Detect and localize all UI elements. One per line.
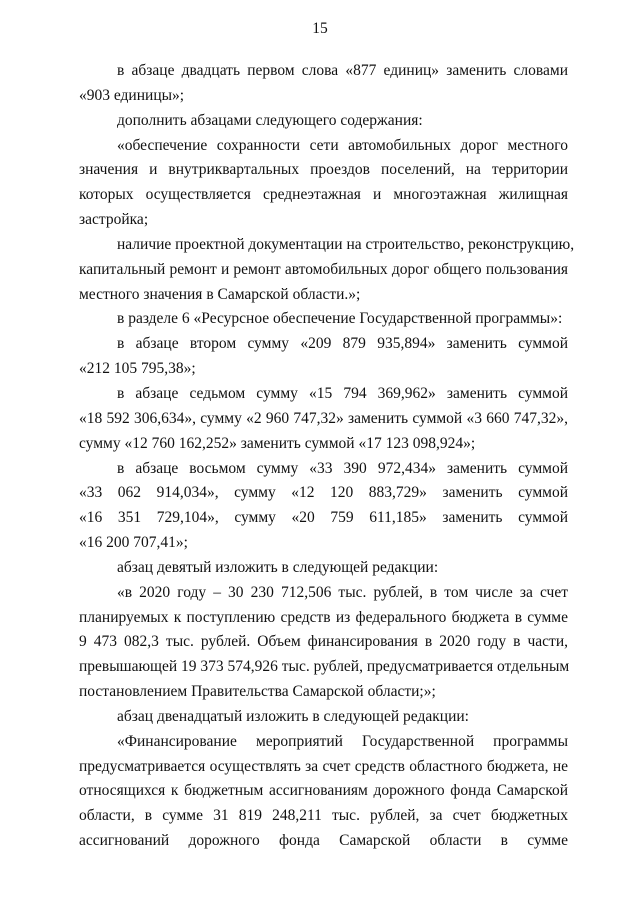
text-line: 9 473 082,3 тыс. рублей. Объем финансирования в 2020 году в части,	[79, 633, 568, 651]
text-line: абзац двенадцатый изложить в следующей редакции:	[117, 707, 469, 725]
text-line: которых осуществляется среднеэтажная и многоэтажная жилищная	[79, 186, 568, 204]
text-line: «в 2020 году – 30 230 712,506 тыс. рублей, в том числе за счет	[117, 583, 568, 601]
text-line: «обеспечение сохранности сети автомобильных дорог местного	[117, 136, 568, 154]
text-line: в абзаце двадцать первом слова «877 единиц» заменить словами	[117, 62, 568, 79]
text-line: «16 351 729,104», сумму «20 759 611,185» заменить суммой	[79, 509, 568, 527]
text-line: капитальный ремонт и ремонт автомобильных дорог общего пользования	[79, 260, 568, 278]
text-line: ассигнований дорожного фонда Самарской области в сумме	[79, 832, 568, 850]
text-line: планируемых к поступлению средств из федерального бюджета в сумме	[79, 608, 568, 626]
text-line: абзац девятый изложить в следующей редакции:	[117, 558, 439, 576]
text-line: относящихся к бюджетным ассигнованиям дорожного фонда Самарской	[79, 782, 568, 800]
text-line: застройка;	[79, 211, 149, 229]
text-line: превышающей 19 373 574,926 тыс. рублей, предусматривается отдельным	[79, 658, 570, 676]
text-line: в абзаце восьмом сумму «33 390 972,434» заменить суммой	[117, 459, 568, 477]
text-line: «903 единицы»;	[79, 86, 185, 104]
text-line: значения и внутриквартальных проездов поселений, на территории	[79, 161, 568, 179]
text-line: в абзаце втором сумму «209 879 935,894» заменить суммой	[117, 335, 568, 353]
text-line: дополнить абзацами следующего содержания:	[117, 111, 423, 129]
text-line: области, в сумме 31 819 248,211 тыс. рублей, за счет бюджетных	[79, 807, 568, 825]
text-line: в абзаце седьмом сумму «15 794 369,962» заменить суммой	[117, 384, 568, 402]
text-line: в разделе 6 «Ресурсное обеспечение Государственной программы»:	[117, 310, 563, 328]
text-line: «18 592 306,634», сумму «2 960 747,32» заменить суммой «3 660 747,32»,	[79, 409, 568, 427]
text-line: «33 062 914,034», сумму «12 120 883,729» заменить суммой	[79, 484, 568, 502]
page-number: 15	[312, 20, 328, 37]
text-line: сумму «12 760 162,252» заменить суммой «17 123 098,924»;	[79, 434, 476, 452]
document-body	[79, 59, 575, 854]
text-line: наличие проектной документации на строительство, реконструкцию,	[117, 235, 575, 253]
text-line: местного значения в Самарской области.»;	[79, 285, 361, 303]
text-line: постановлением Правительства Самарской области;»;	[79, 683, 436, 701]
text-line: «Финансирование мероприятий Государственной программы	[117, 732, 568, 750]
text-line: «16 200 707,41»;	[79, 534, 188, 552]
text-line: предусматривается осуществлять за счет средств областного бюджета, не	[79, 757, 568, 775]
text-line: «212 105 795,38»;	[79, 360, 196, 378]
